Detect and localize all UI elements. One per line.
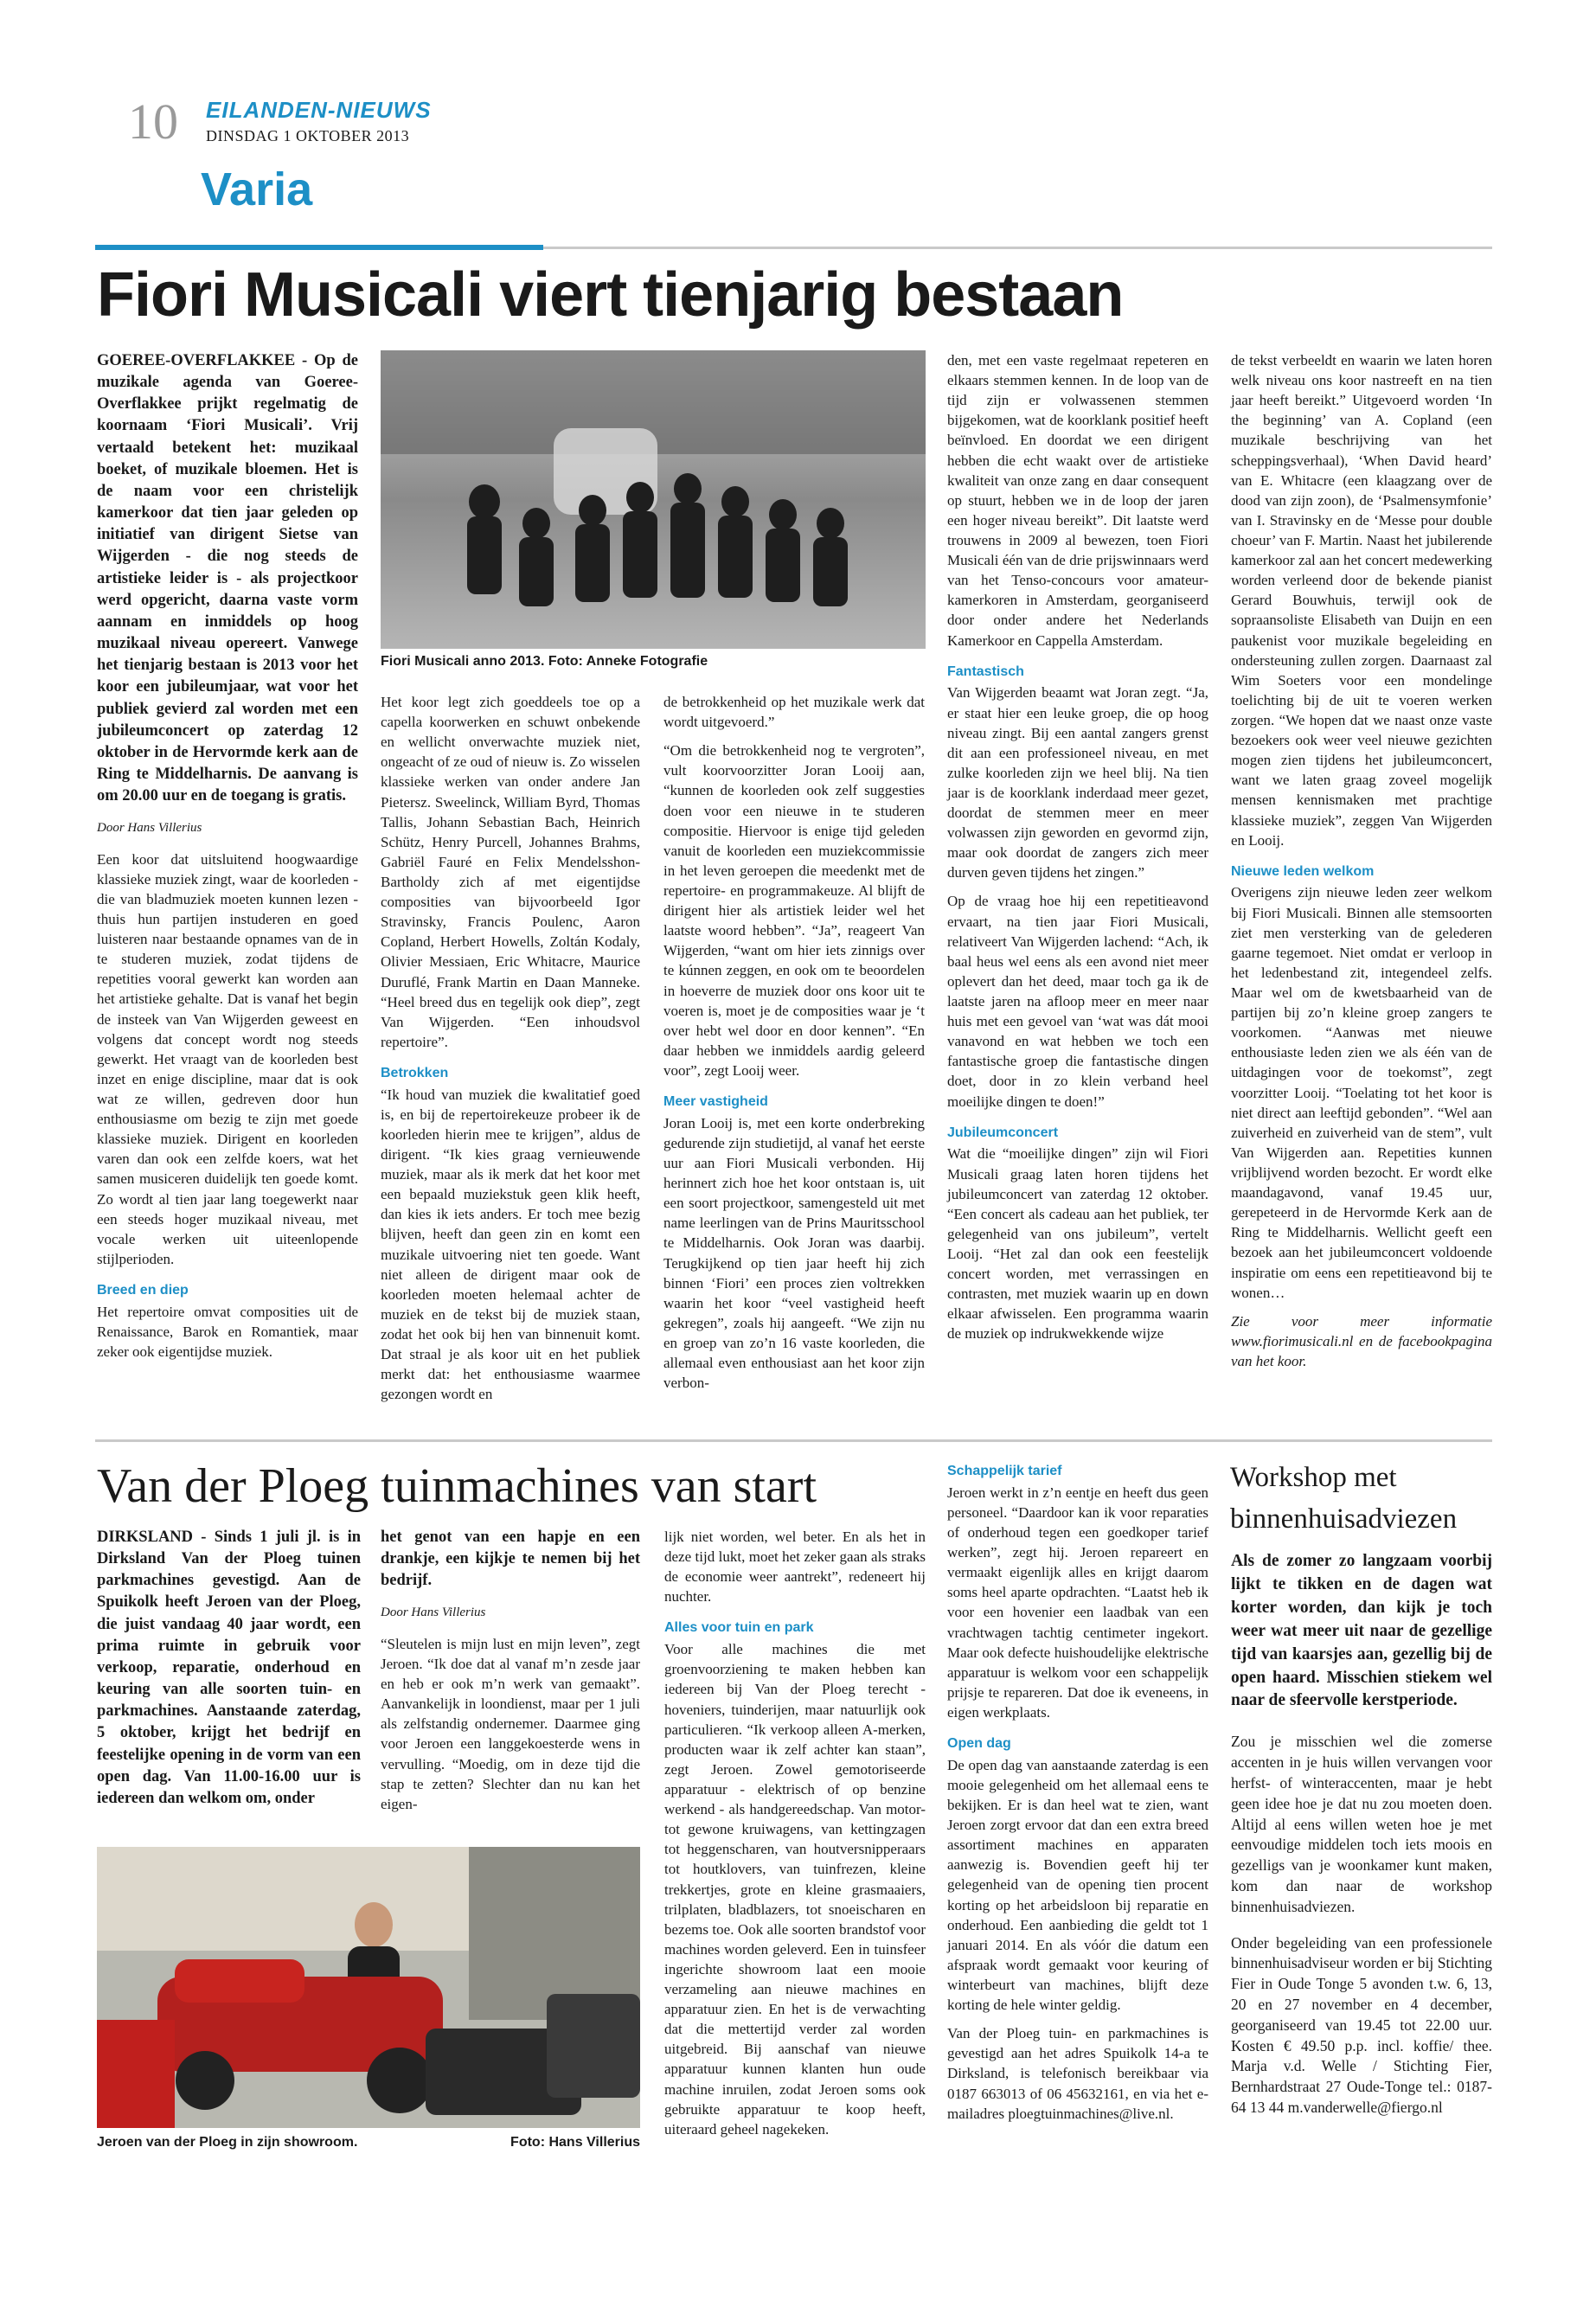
article1-paragraph: Een koor dat uitsluitend hoogwaardige klassieke muziek zingt, waar de koorleden - die van bladmuziek moeten kunnen lezen - thuis hun partijen instuderen en goed luisteren naar bestaande opnames van de in te studeren muziek, zodat tijdens de repetities vooral gewerkt kan worden aan het artistieke gehalte. Dat is vanaf het begin de insteek van Van Wijgerden geweest en volgens dat concept wordt nog steeds gewerkt. Het vraagt van de koorleden best inzet en enige discipline, maar dat is ook wat ze willen, gedreven door hun enthousiasme om bezig te zijn met goede klassieke muziek. Dirigent en koorleden varen dan ook een zelfde koers, wat het samen musiceren duidelijk ten goede komt. Zo wordt al tien jaar lang toegewerkt naar een steeds hoger muzikaal niveau, met vocale werken uit uiteenlopende stijlperioden. — [97, 850, 358, 1267]
article1-col4 — [947, 350, 1208, 1353]
article2-paragraph: lijk niet worden, wel beter. En als het in deze tijd lukt, moet het zeker gaan als straks de economie weer aantrekt”, redeneert hij nuchter. — [664, 1529, 926, 1606]
header-divider — [543, 247, 1492, 249]
choir-photo — [381, 350, 926, 649]
article1-paragraph: Van Wijgerden beaamt wat Joran zegt. “Ja, er staat hier een leuke groep, die op hoog niveau zingt. Bij een aantal zangers grenst dit aan een professioneel niveau, en met zulke koorleden zijn we heel blij. Na tien jaar is de koorklank inderdaad meer gezet, doordat de stemmen meer en meer volwassen zijn geworden en gevormd zijn, maar ook doordat de zangers zich meer durven geven tijdens het zingen.” — [947, 684, 1208, 881]
showroom-photo-credit: Foto: Hans Villerius — [510, 2135, 640, 2150]
article1-paragraph: de betrokkenheid op het muzikale werk dat wordt uitgevoerd.” — [663, 694, 925, 731]
subhead-breed-en-diep: Breed en diep — [97, 1282, 189, 1298]
article2-paragraph: Van der Ploeg tuin- en parkmachines is gevestigd aan het adres Spuikolk 14-a te Dirksland, is telefonisch bereikbaar via 0187 663013 of 06 45632161, en via het e-mailadres ploegtuinmachines@live.nl. — [947, 2025, 1208, 2122]
subhead-nieuwe-leden: Nieuwe leden welkom — [1231, 863, 1375, 879]
article2-paragraph: De open dag van aanstaande zaterdag is een mooie gelegenheid om het allemaal eens te bekijken. Er is dan heel wat te zien, want Jeroen zorgt ervoor dat dan een extra breed assortiment machines en apparaten aanwezig is. Bovendien geeft hij ter gelegenheid van de opening tien procent korting op het arbeidsloon bij reparatie en onderhoud. Een aanbieding die geldt tot 1 januari 2014. En als vóór die datum een afspraak wordt gemaakt voor keuring of winterbeurt van machines, blijft deze korting de hele winter geldig. — [947, 1756, 1208, 2014]
section-rule — [95, 245, 543, 250]
article1-col1 — [97, 350, 358, 1370]
subhead-open-dag: Open dag — [947, 1736, 1011, 1752]
article3-paragraph: Onder begeleiding van een professionele binnenhuisadviseur worden er bij Stichting Fier in Oude Tonge 5 avonden t.w. 6, 13, 20 en 27 november en 4 december, georganiseerd van 19.45 tot 22.00 uur. Kosten € 49.50 p.p. incl. koffie/ thee. Marja v.d. Welle / Stichting Fier, Bernhardstraat 27 Oude-Tonge tel.: 0187-64 13 44 m.vanderwelle@fiergo.nl — [1231, 1933, 1492, 2116]
article2-col2 — [381, 1527, 640, 1823]
article1-col2 — [381, 692, 640, 1413]
showroom-photo-image — [97, 1847, 640, 2128]
article1-paragraph: Wat die “moeilijke dingen” zijn wil Fiori Musicali graag laten horen tijdens het jubileumconcert van zaterdag 12 oktober. “Een concert als cadeau aan het publiek, ter gelegenheid van ons jubileum”, vertelt Looij. “Het zal dan ook een feestelijk concert worden, met verrassingen en contrasten, met muziek waarin up en down elkaar afwisselen. Een programma waarin de muziek op indrukwekkende wijze — [947, 1145, 1208, 1343]
article3-paragraph: Zou je misschien wel die zomerse accenten in je huis willen vervangen voor herfst- of winteraccenten, maar je hebt geen idee hoe je dat nu zou moeten doen. Altijd al eens willen weten hoe je met eenvoudige middelen toch iets moois en gezelligs van je woonkamer kunt maken, kom dan naar de workshop binnenhuisadviezen. — [1231, 1733, 1492, 1915]
article1-paragraph: Overigens zijn nieuwe leden zeer welkom bij Fiori Musicali. Binnen alle stemsoorten ziet men versterking van de gelederen gaarne tegemoet. Niet omdat er verloop in het ledenbestand zit, integendeel zelfs. Maar wel om de kwetsbaarheid van de partijen bij zo’n kleine groep zangers te voorkomen. “Aanwas met nieuwe enthousiaste leden zien we als één van de uitdagingen voor de toekomst”, zegt voorzitter Looij. “Toelating tot het koor is niet direct aan leeftijd gebonden”. “Wel aan zuiverheid en zuiverheid van de stem”, vult Van Wijgerden aan. Repetities kunnen vrijblijvend worden bezocht. Er wordt elke maandagavond, vanaf 19.45 uur, gerepeteerd in de Hervormde Kerk aan de Ring te Middelharnis. Wellicht geeft een bezoek aan het jubileumconcert voldoende inspiratie om eens een repetitieavond bij te wonen… — [1231, 884, 1492, 1301]
article2-lead: DIRKSLAND - Sinds 1 juli jl. is in Dirksland Van der Ploeg tuinen parkmachines gevestigd. Aan de Spuikolk heeft Jeroen van der Ploeg, die juist vandaag 40 jaar wordt, een prima ruimte in gebruik voor verkoop, reparatie, onderhoud en keuring van alle soorten tuin- en parkmachines. Aanstaande zaterdag, 5 oktober, krijgt het bedrijf en feestelijke opening in de vorm van een open dag. Van 11.00-16.00 uur is iedereen dan welkom om, onder — [97, 1529, 361, 1807]
article1-paragraph: “Ik houd van muziek die kwalitatief goed is, en bij de repertoirekeuze probeer ik de koorleden hierin mee te krijgen”, aldus de dirigent. “Ik kies graag vernieuwende muziek, maar als ik merk dat het koor met een bepaald muziekstuk geen klik heeft, dan kies ik iets anders. Er toch mee bezig blijven, heeft dan geen zin en komt een muzikale uitvoering niet ten goede. Want niet alleen de dirigent maar ook de koorleden moeten helemaal achter de muziek en de tekst bij de muziek staan, zodat het ook bij hen van binnenuit komt. Dat straal je als koor uit en het publiek merkt dat: het enthousiasme waarmee gezongen wordt en — [381, 1086, 640, 1403]
article2-col1 — [97, 1527, 361, 1810]
section-title: Varia — [201, 163, 313, 215]
article2-paragraph: Jeroen werkt in z’n eentje en heeft dus geen personeel. “Daardoor kan ik voor reparaties of onderhoud tegen een goedkoper tarief werken”, zegt hij. Jeroen repareert en vermaakt eigenlijk alles en krijgt daarom soms heel aparte opdrachten. “Laatst heb ik voor een hovenier een laadbak van een vrachtwagen tachtig centimeter ingekort. Maar ook defecte huishoudelijke elektrische apparatuur is welkom voor een schappelijk prijsje te repareren. Dat doe ik eveneens, in eigen werkplaats. — [947, 1484, 1208, 1721]
choir-photo-caption: Fiori Musicali anno 2013. Foto: Anneke Fotografie — [381, 654, 708, 669]
article2-paragraph: Voor alle machines die met groenvoorziening te maken hebben kan iedereen bij Van der Ploeg terecht - hoveniers, tuinderijen, maar natuurlijk ook particulieren. “Ik verkoop alleen A-merken, producten waar ik zelf achter kan staan”, zegt Jeroen. Zowel gemotoriseerde apparatuur - elektrisch of op benzine werkend - als handgereedschap. Van motor- tot gewone kruiwagens, van kettingzagen tot heggenscharen, van houtversnipperaars tot houtklovers, van tuinfrezen, kleine trekkertjes, grote en kleine grasmaaiers, trilplaten, bladblazers, tot snoeischaren en bezems toe. Ook alle soorten brandstof voor machines worden geleverd. Een in tuinsfeer ingerichte showroom laat een mooie verzameling aan nieuwe machines en apparatuur zien. En het is de verwachting dat die mettertijd verder zal worden uitgebreid. Bij aanschaf van nieuwe apparatuur kunnen klanten hun oude machine inruilen, zodat Jeroen soms ook gebruikte apparatuur te koop heeft, uiteraard geheel nagekeken. — [664, 1641, 926, 2138]
choir-photo-image — [381, 350, 926, 649]
paper-logo: EILANDEN-NIEUWS — [206, 97, 432, 123]
article1-paragraph: den, met een vaste regelmaat repeteren en elkaars stemmen kennen. In de loop van de tijd zijn er volwassenen stemmen bijgekomen, wat de koorklank positief heeft beïnvloed. En doordat we een dirigent hebben die echt waakt over de artistieke kwaliteit van onze zang en daar consequent op stuurt, hebben we in de loop der jaren een hoger niveau bereikt”. Dit laatste werd trouwens in 2009 al bewezen, toen Fiori Musicali één van de drie prijswinnaars werd van het Tenso-concours voor amateur-kamerkoren in Amsterdam, georganiseerd door onder andere het Nederlands Kamerkoor en Cappella Amsterdam. — [947, 352, 1208, 649]
subhead-schappelijk-tarief: Schappelijk tarief — [947, 1464, 1062, 1478]
subhead-jubileumconcert: Jubileumconcert — [947, 1125, 1059, 1140]
article2-headline: Van der Ploeg tuinmachines van start — [97, 1459, 817, 1513]
article1-info-line: Zie voor meer informatie www.fiorimusicali.nl en de facebookpagina van het koor. — [1231, 1312, 1492, 1369]
article1-headline: Fiori Musicali viert tienjarig bestaan — [97, 260, 1124, 330]
article3-body — [1231, 1550, 1492, 2127]
article1-paragraph: Het koor legt zich goeddeels toe op a capella koorwerken en schuwt onbekende en wellicht onverwachte muziek niet, ongeacht of ze oud of nieuw is. Zo wisselen klassieke werken van onder andere Jan Pietersz. Sweelinck, William Byrd, Thomas Tallis, Johann Sebastian Bach, Heinrich Schütz, Henry Purcell, Johannes Brahms, Gabriël Fauré en Felix Mendelsshon-Bartholdy zich af met eigentijdse composities van bijvoorbeeld Igor Stravinsky, Francis Poulenc, Aaron Copland, Herbert Howells, Zoltán Kodaly, Olivier Messiaen, Eric Whitacre, Maurice Duruflé, Frank Martin en Daan Manneke. “Heel breed dus en tegelijk ook diep”, zegt Van Wijgerden. “Een inhoudsvol repertoire”. — [381, 694, 640, 1050]
article2-col4 — [947, 1462, 1208, 2132]
article1-paragraph: Het repertoire omvat composities uit de Renaissance, Barok en Romantiek, maar zeker ook eigentijdse muziek. — [97, 1303, 358, 1360]
article2-byline: Door Hans Villerius — [381, 1606, 486, 1620]
article1-paragraph: Op de vraag hoe hij een repetitieavond ervaart, na tien jaar Fiori Musicali, relativeert Van Wijgerden lachend: “Ach, ik baal heus wel eens als een avond niet meer oplevert dan het deed, maar toch ga ik de laatste jaren na afloop meer en meer naar huis met een gevoel van ‘wat was dát mooi vanavond en wat hebben we toch een fantastische groep die fantastische dingen doet, door in zo klein verband heel moeilijke dingen te doen!” — [947, 893, 1208, 1110]
page-number: 10 — [128, 93, 178, 150]
article1-lead: GOEREE-OVERFLAKKEE - Op de muzikale agenda van Goeree-Overflakkee prijkt regelmatig de koornaam ‘Fiori Musicali’. Vrij vertaald betekent het: muzikaal boeket, of muzikale bloemen. Het is de naam voor een christelijk kamerkoor dat tien jaar geleden op initiatief van dirigent Sietse van Wijgerden - die nog steeds de artistieke leider is - als projectkoor werd opgericht, daarna vaste vorm aannam en inmiddels op hoog muzikaal niveau opereert. Vanwege het tienjarig bestaan is 2013 voor het koor een jubileumjaar, wat voor het publiek gevierd zal worden met een jubileumconcert op zaterdag 12 oktober in de Hervormde kerk aan de Ring te Middelharnis. De aanvang is om 20.00 uur en de toegang is gratis. — [97, 352, 358, 805]
subhead-meer-vastigheid: Meer vastigheid — [663, 1094, 768, 1110]
showroom-photo — [97, 1847, 640, 2128]
subhead-betrokken: Betrokken — [381, 1065, 449, 1080]
article1-col3 — [663, 692, 925, 1401]
article1-byline: Door Hans Villerius — [97, 821, 202, 836]
issue-date: DINSDAG 1 OKTOBER 2013 — [206, 127, 410, 144]
article3-lead: Als de zomer zo langzaam voorbij lijkt te tikken en de dagen wat korter worden, dan kijk je toch weer wat meer uit naar de gezellige tijd van kaarsjes aan, gezellig bij de open haard. Misschien stiekem wel naar de sfeervolle kerstperiode. — [1231, 1552, 1492, 1710]
article2-paragraph: “Sleutelen is mijn lust en mijn leven”, zegt Jeroen. “Ik doe dat al vanaf m’n zesde jaar en heb er ook m’n werk van gemaakt”. Aanvankelijk in loondienst, maar per 1 juli als zelfstandig ondernemer. Daarmee ging voor Jeroen een langgekoesterde wens in vervulling. “Moedig, om in deze tijd die stap te zetten? Slechter dan nu kan het eigen- — [381, 1635, 640, 1812]
showroom-photo-caption: Jeroen van der Ploeg in zijn showroom. — [97, 2135, 358, 2150]
subhead-fantastisch: Fantastisch — [947, 663, 1024, 679]
article1-paragraph: “Om die betrokkenheid nog te vergroten”, vult koorvoorzitter Joran Looij aan, “kunnen de koorleden ook zelf suggesties doen voor een nieuwe in te studeren compositie. Hiervoor is enige tijd geleden vanuit de koorleden een muziekcommissie in het leven geroepen die meedenkt met de repertoire- en programmakeuze. Al blijft de dirigent hier als artistiek leider wel het laatste woord hebben”. “Ja”, reageert Van Wijgerden, “want om hier iets zinnigs over te kúnnen zeggen, en ook om te beoordelen in hoeverre de muziek door ons koor uit te voeren is, moet je de composities waar je ‘t over hebt wel door en door kennen”. “En daar hebben we inmiddels aardig geleerd voor”, zegt Looij weer. — [663, 742, 925, 1079]
article2-col3 — [664, 1527, 926, 2148]
article2-lead-continued: het genot van een hapje en een drankje, een kijkje te nemen bij het bedrijf. — [381, 1529, 640, 1590]
article1-col5 — [1231, 350, 1492, 1380]
article1-paragraph: Joran Looij is, met een korte onderbreking gedurende zijn studietijd, al vanaf het eerste uur aan Fiori Musicali verbonden. Hij herinnert zich hoe het koor ontstaan is, uit een soort projectkoor, samengesteld uit met name leerlingen van de Prins Mauritsschool te Middelharnis. Ook Joran was daarbij. Terugkijkend op tien jaar heeft hij zich binnen ‘Fiori’ een proces zien voltrekken waarin het koor “veel vastigheid heeft gekregen”, zoals hij aangeeft. “We zijn nu en groep van zo’n 16 vaste koorleden, die allemaal even enthousiast aan het koor zijn verbon- — [663, 1114, 925, 1392]
article-divider — [95, 1439, 1492, 1442]
subhead-alles-voor-tuin: Alles voor tuin en park — [664, 1620, 814, 1636]
article1-paragraph: de tekst verbeeldt en waarin we laten horen welk niveau ons koor nastreeft en na tien jaar heeft bereikt.” Uitgevoerd worden ‘In the beginning’ van A. Copland (een muzikale beschrijving van het scheppingsverhaal), ‘When David heard’ van E. Whitacre (een klaagzang over de dood van zijn zoon), de ‘Psalmensymfonie’ van I. Stravinsky en de ‘Messe pour double choeur’ van F. Martin. Naast het jubilerende kamerkoor zal aan het concert medewerking worden verleend door de bekende pianist Gerard Bouwhuis, terwijl ook de sopraansoliste Elisabeth van Duijn en een paukenist voor muzikale begeleiding en ondersteuning zullen zorgen. Daarnaast zal Wim Soeters voor een mondelinge toelichting bij de uit te voeren werken zorgen. “We hopen dat we naast onze vaste bezoekers ook weer veel nieuwe gezichten mogen zien tijdens het jubileumconcert, want we laten graag zoveel mogelijk mensen kennismaken met prachtige klassieke muziek”, zeggen Van Wijgerden en Looij. — [1231, 352, 1492, 849]
article3-headline: Workshop met binnenhuisadviezen — [1230, 1462, 1458, 1535]
